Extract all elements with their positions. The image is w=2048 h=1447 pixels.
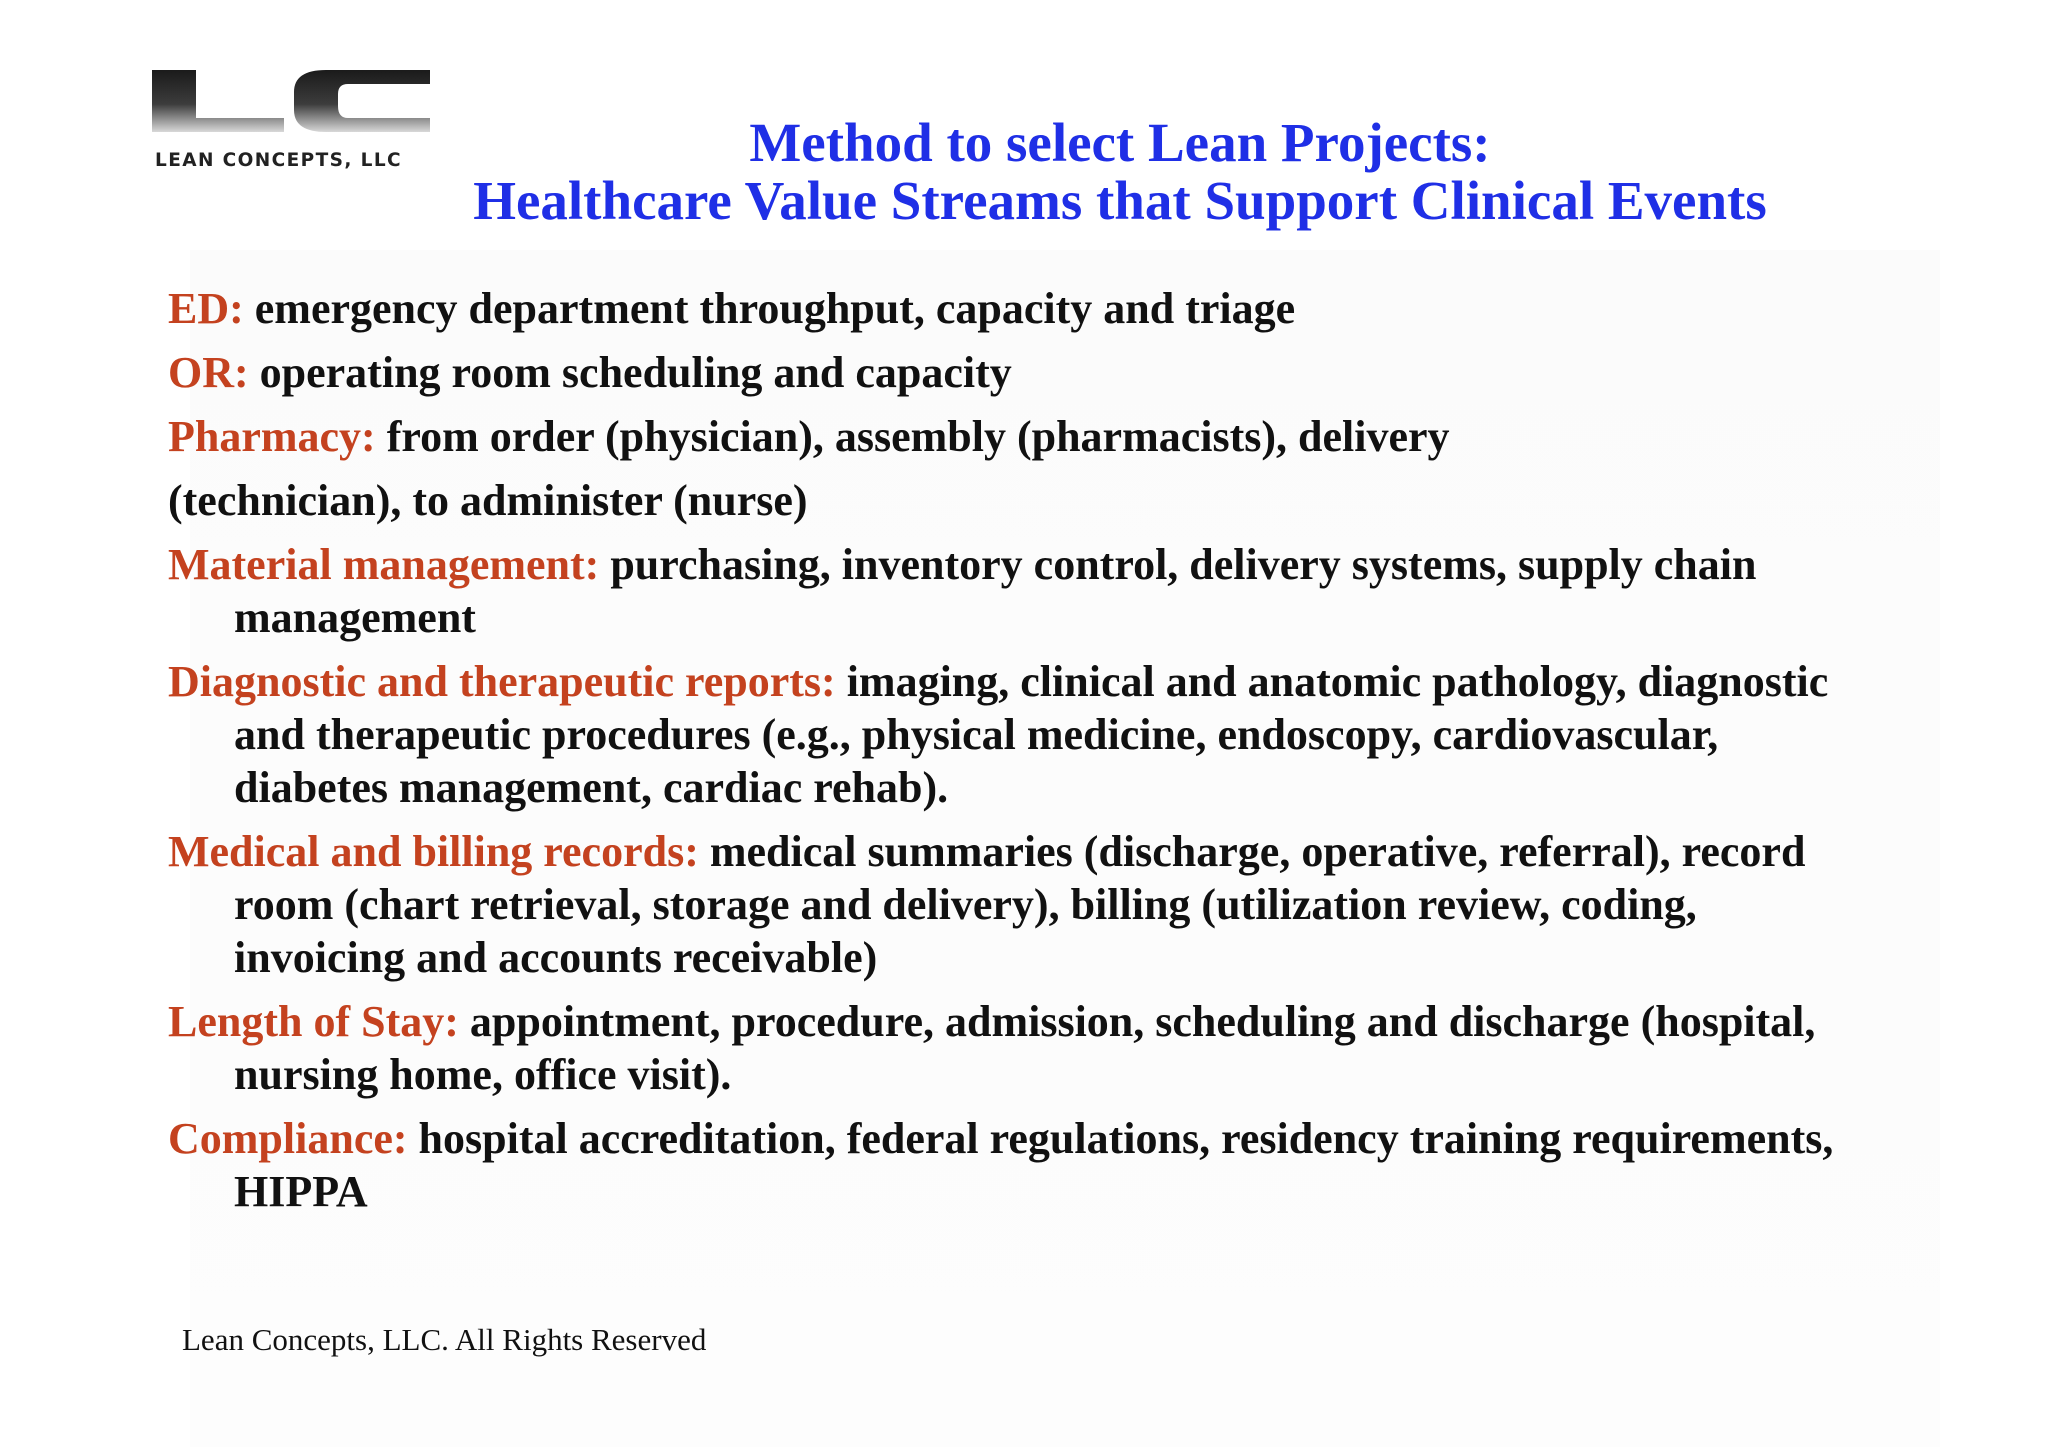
item-text: from order (physician), assembly (pharmacists), delivery <box>386 412 1450 461</box>
value-stream-list <box>168 282 1868 1229</box>
slide-title <box>360 114 1880 230</box>
item-text: emergency department throughput, capacity and triage <box>254 284 1296 333</box>
list-item-medical-billing-records <box>168 825 1868 984</box>
list-item-or <box>168 346 1868 399</box>
item-text: medical summaries (discharge, operative, referral), record room (chart retrieval, storage and delivery), billing (utilization review, coding, invoicing and accounts receivable) <box>234 827 1806 982</box>
item-text: appointment, procedure, admission, scheduling and discharge (hospital, nursing home, office visit). <box>234 997 1816 1099</box>
item-text: purchasing, inventory control, delivery systems, supply chain management <box>234 540 1757 642</box>
item-continuation: (technician), to administer (nurse) <box>168 476 808 525</box>
list-item-pharmacy <box>168 410 1868 527</box>
item-label: Length of Stay: <box>168 997 459 1046</box>
title-line-1: Method to select Lean Projects: <box>749 112 1491 173</box>
list-item-diagnostic-reports <box>168 655 1868 814</box>
item-label: OR: <box>168 348 249 397</box>
title-line-2: Healthcare Value Streams that Support Clinical Events <box>473 170 1767 231</box>
copyright-footer: Lean Concepts, LLC. All Rights Reserved <box>182 1322 707 1357</box>
item-text: imaging, clinical and anatomic pathology, diagnostic and therapeutic procedures (e.g., physical medicine, endoscopy, cardiovascular, diabetes management, cardiac rehab). <box>234 657 1829 812</box>
item-text: operating room scheduling and capacity <box>259 348 1012 397</box>
item-label: Material management: <box>168 540 600 589</box>
item-label: Compliance: <box>168 1114 408 1163</box>
list-item-length-of-stay <box>168 995 1868 1101</box>
logo-caption: LEAN CONCEPTS, LLC <box>155 150 402 171</box>
item-label: ED: <box>168 284 244 333</box>
list-item-ed <box>168 282 1868 335</box>
item-label: Pharmacy: <box>168 412 376 461</box>
item-label: Medical and billing records: <box>168 827 699 876</box>
item-text: hospital accreditation, federal regulations, residency training requirements, HIPPA <box>234 1114 1834 1216</box>
list-item-material-management <box>168 538 1868 644</box>
item-label: Diagnostic and therapeutic reports: <box>168 657 836 706</box>
list-item-compliance <box>168 1112 1868 1218</box>
